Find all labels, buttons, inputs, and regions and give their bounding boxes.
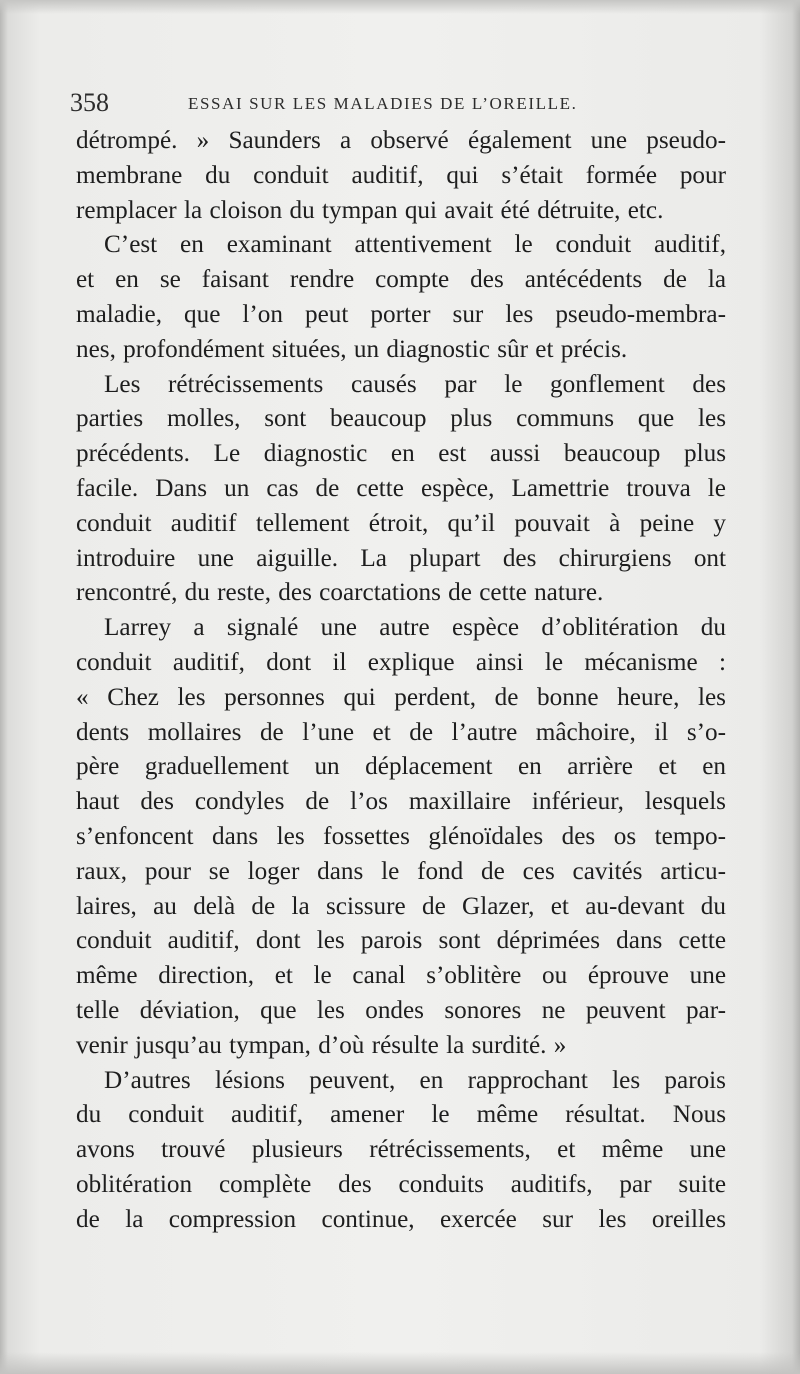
text-line: membrane du conduit auditif, qui s’était formée pour — [76, 161, 726, 189]
text-line: précédents. Le diagnostic en est aussi beaucoup plus — [76, 440, 726, 468]
text-line: Les rétrécissements causés par le gonflement des — [104, 370, 726, 398]
text-line: raux, pour se loger dans le fond de ces cavités articu- — [76, 857, 726, 885]
text-line: dents mollaires de l’une et de l’autre mâchoire, il s’o- — [76, 718, 726, 746]
text-line: haut des condyles de l’os maxillaire inférieur, lesquels — [76, 788, 726, 816]
text-line: même direction, et le canal s’oblitère ou éprouve une — [76, 962, 726, 990]
running-title: ESSAI SUR LES MALADIES DE L’OREILLE. — [188, 94, 578, 113]
text-line: conduit auditif, dont il explique ainsi le mécanisme : — [76, 648, 726, 676]
text-line: C’est en examinant attentivement le conduit auditif, — [104, 231, 726, 259]
text-line: détrompé. » Saunders a observé également une pseudo- — [76, 127, 726, 154]
text-line: « Chez les personnes qui perdent, de bonne heure, les — [76, 683, 726, 711]
text-line: telle déviation, que les ondes sonores ne peuvent par- — [76, 996, 726, 1024]
body-text — [76, 124, 726, 1238]
text-line: nes, profondément situées, un diagnostic sûr et précis. — [76, 335, 628, 363]
text-line: introduire une aiguille. La plupart des chirurgiens ont — [76, 544, 726, 572]
text-line: parties molles, sont beaucoup plus communs que les — [76, 405, 726, 433]
text-line: conduit auditif, dont les parois sont déprimées dans cette — [76, 927, 726, 955]
text-line: conduit auditif tellement étroit, qu’il pouvait à peine y — [76, 509, 726, 537]
text-line: D’autres lésions peuvent, en rapprochant les parois — [104, 1066, 726, 1094]
text-line: maladie, que l’on peut porter sur les pseudo-membra- — [76, 300, 726, 328]
text-line: s’enfoncent dans les fossettes glénoïdales des os tempo- — [76, 822, 726, 850]
text-line: facile. Dans un cas de cette espèce, Lamettrie trouva le — [76, 474, 726, 502]
page-number: 358 — [70, 88, 109, 117]
text-line: laires, au delà de la scissure de Glazer, et au-devant du — [76, 892, 726, 920]
text-line: Larrey a signalé une autre espèce d’oblitération du — [104, 614, 726, 642]
text-line: oblitération complète des conduits auditifs, par suite — [76, 1170, 726, 1198]
running-head — [70, 88, 650, 118]
text-line: venir jusqu’au tympan, d’où résulte la surdité. » — [76, 1031, 567, 1059]
text-line: et en se faisant rendre compte des antécédents de la — [76, 266, 726, 294]
text-line: remplacer la cloison du tympan qui avait été détruite, etc. — [76, 196, 664, 224]
text-line: rencontré, du reste, des coarctations de cette nature. — [76, 579, 604, 607]
text-line: avons trouvé plusieurs rétrécissements, et même une — [76, 1136, 726, 1164]
text-line: du conduit auditif, amener le même résultat. Nous — [76, 1101, 726, 1129]
text-line: père graduellement un déplacement en arrière et en — [76, 753, 726, 781]
text-line: de la compression continue, exercée sur les oreilles — [76, 1205, 726, 1233]
